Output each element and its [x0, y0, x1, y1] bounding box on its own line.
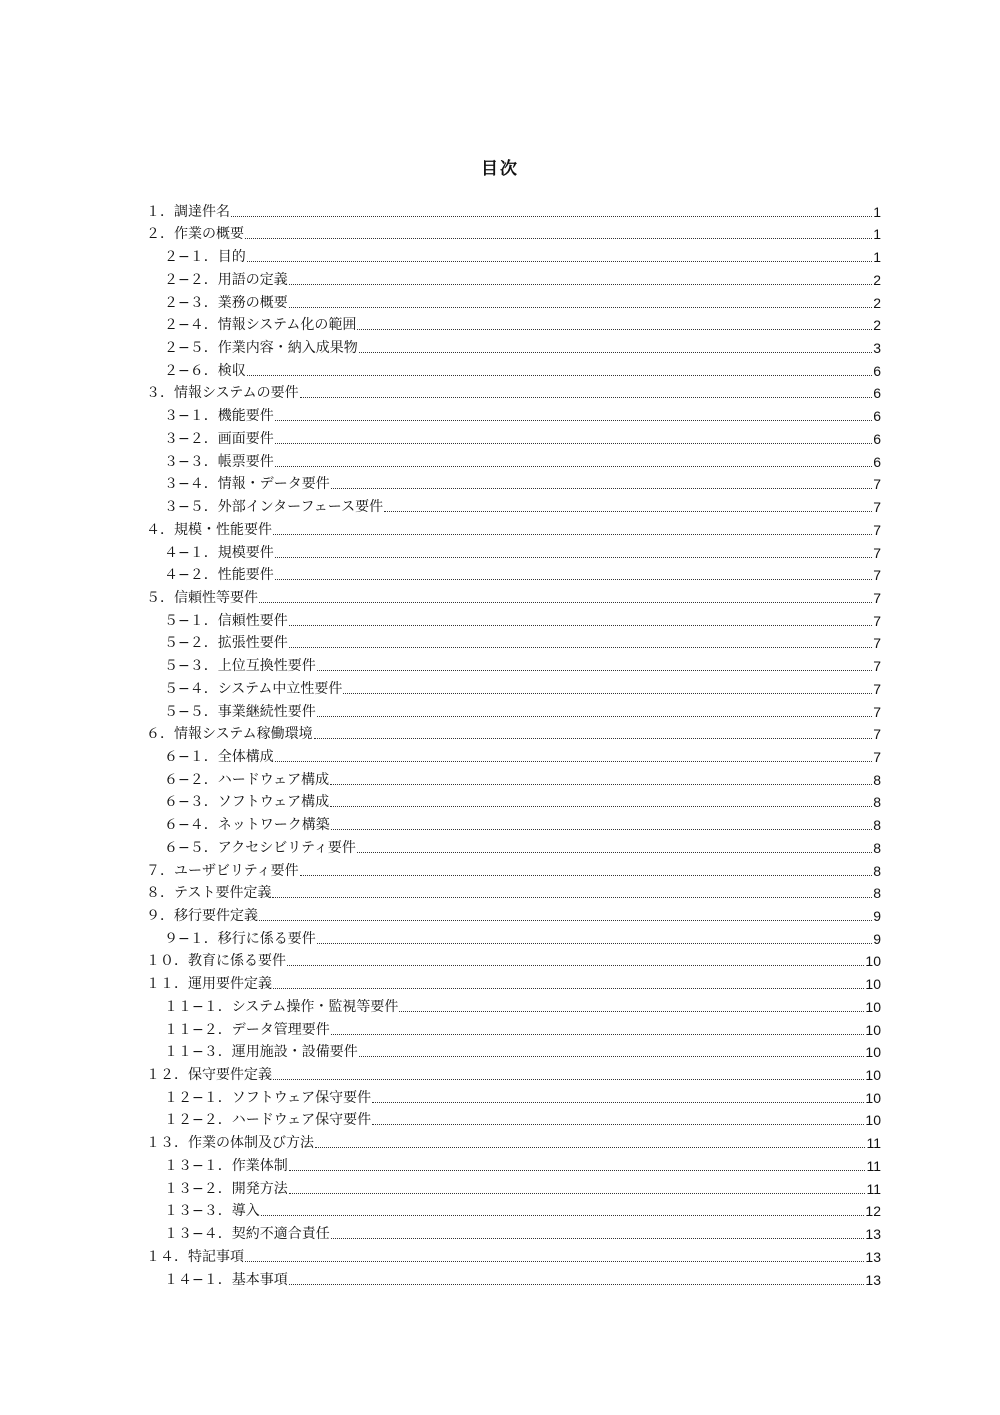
- toc-entry-label: １２．保守要件定義: [146, 1067, 272, 1084]
- toc-page-number: 9: [873, 908, 881, 924]
- toc-page-number: 10: [865, 1021, 881, 1038]
- toc-page-number: 6: [873, 362, 881, 379]
- toc-page-number: 8: [873, 771, 881, 788]
- toc-entry[interactable]: [146, 789, 881, 812]
- toc-entry-label: ８．テスト要件定義: [146, 885, 272, 902]
- toc-entry-label: ５−４．システム中立性要件: [164, 680, 343, 697]
- toc-entry-label: ６−４．ネットワーク構築: [164, 817, 330, 834]
- toc-leader-dots: [275, 566, 872, 584]
- toc-leader-dots: [314, 725, 873, 743]
- toc-entry-label: ２．作業の概要: [146, 226, 244, 243]
- toc-entry-label: ６−３．ソフトウェア構成: [164, 794, 330, 811]
- toc-leader-dots: [289, 294, 872, 312]
- toc-leader-dots: [359, 339, 872, 357]
- toc-entry[interactable]: [146, 1039, 881, 1062]
- toc-entry-label: １１．運用要件定義: [146, 976, 272, 993]
- toc-entry-label: ５−５．事業継続性要件: [164, 703, 316, 720]
- toc-page-number: 10: [865, 1044, 881, 1061]
- toc-page-number: 10: [865, 953, 881, 970]
- toc-entry[interactable]: [146, 266, 881, 289]
- toc-entry-label: ３−１．機能要件: [164, 408, 274, 425]
- toc-page-number: 2: [873, 271, 881, 288]
- toc-page-number: 13: [865, 1248, 881, 1265]
- toc-entry[interactable]: [146, 380, 881, 403]
- toc-entry-label: ２−３．業務の概要: [164, 294, 288, 311]
- toc-leader-dots: [275, 544, 872, 562]
- toc-leader-dots: [357, 316, 872, 334]
- toc-page-number: 8: [873, 817, 881, 834]
- toc-entry-label: ５−１．信頼性要件: [164, 612, 288, 629]
- toc-page-number: 6: [873, 453, 881, 470]
- toc-entry-label: ４−１．規模要件: [164, 544, 274, 561]
- toc-entry[interactable]: [146, 902, 881, 925]
- toc-entry-label: ４−２．性能要件: [164, 567, 274, 584]
- toc-entry-label: ２−１．目的: [164, 249, 246, 266]
- toc-entry-label: ５−３．上位互換性要件: [164, 658, 316, 675]
- toc-entry[interactable]: [146, 970, 881, 993]
- toc-page-number: 10: [865, 998, 881, 1015]
- toc-leader-dots: [289, 1271, 865, 1289]
- toc-entry[interactable]: [146, 198, 881, 221]
- toc-entry[interactable]: [146, 1084, 881, 1107]
- toc-page-number: 7: [873, 703, 881, 720]
- toc-entry-label: １２−１．ソフトウェア保守要件: [164, 1089, 372, 1106]
- toc-leader-dots: [247, 362, 872, 380]
- toc-page-number: 8: [873, 862, 881, 879]
- toc-page-number: 7: [873, 612, 881, 629]
- toc-entry-label: ９．移行要件定義: [146, 908, 258, 924]
- toc-page-number: 7: [873, 658, 881, 675]
- toc-page-number: 9: [873, 930, 881, 947]
- toc-entry-label: ６−５．アクセシビリティ要件: [164, 839, 356, 856]
- toc-entry[interactable]: [146, 289, 881, 312]
- toc-entry[interactable]: [146, 743, 881, 766]
- toc-entry-label: １１−２．データ管理要件: [164, 1021, 330, 1038]
- toc-leader-dots: [357, 839, 872, 857]
- toc-entry[interactable]: [146, 993, 881, 1016]
- toc-leader-dots: [289, 1180, 866, 1198]
- toc-entry[interactable]: [146, 1220, 881, 1243]
- toc-page-number: 8: [873, 839, 881, 856]
- toc-leader-dots: [317, 657, 872, 675]
- toc-entry-label: １４−１．基本事項: [164, 1271, 288, 1288]
- toc-leader-dots: [343, 680, 872, 698]
- toc-entry[interactable]: [146, 766, 881, 789]
- toc-leader-dots: [384, 498, 872, 516]
- toc-entry[interactable]: [146, 516, 881, 539]
- toc-entry[interactable]: [146, 562, 881, 585]
- toc-page-number: 7: [873, 589, 881, 606]
- toc-entry[interactable]: [146, 448, 881, 471]
- toc-page-number: 2: [873, 294, 881, 311]
- toc-leader-dots: [331, 1021, 865, 1039]
- toc-leader-dots: [300, 862, 873, 880]
- toc-leader-dots: [289, 612, 872, 630]
- toc-leader-dots: [261, 1202, 865, 1220]
- toc-page-number: 7: [873, 476, 881, 493]
- toc-page-number: 10: [865, 1067, 881, 1084]
- toc-entry[interactable]: [146, 1198, 881, 1221]
- toc-entry[interactable]: [146, 539, 881, 562]
- toc-entry-label: ３−２．画面要件: [164, 430, 274, 447]
- toc-entry-label: ２−６．検収: [164, 362, 246, 379]
- toc-entry[interactable]: [146, 1175, 881, 1198]
- toc-entry-label: ９−１．移行に係る要件: [164, 930, 316, 947]
- toc-leader-dots: [359, 1043, 865, 1061]
- toc-entry[interactable]: [146, 243, 881, 266]
- toc-leader-dots: [300, 384, 873, 402]
- toc-entry[interactable]: [146, 880, 881, 903]
- toc-entry[interactable]: [146, 1152, 881, 1175]
- toc-entry-label: １０．教育に係る要件: [146, 953, 286, 970]
- toc-entry-label: ２−５．作業内容・納入成果物: [164, 340, 358, 357]
- toc-entry-label: １２−２．ハードウェア保守要件: [164, 1112, 372, 1129]
- toc-leader-dots: [273, 521, 872, 539]
- toc-leader-dots: [287, 952, 864, 970]
- toc-entry[interactable]: [146, 652, 881, 675]
- toc-page-number: 3: [873, 340, 881, 357]
- toc-entry-label: １３．作業の体制及び方法: [146, 1135, 314, 1152]
- toc-page-number: 7: [873, 635, 881, 652]
- toc-entry[interactable]: [146, 925, 881, 948]
- toc-leader-dots: [315, 1134, 865, 1152]
- toc-page-number: 7: [873, 748, 881, 765]
- toc-page-number: 7: [873, 726, 881, 743]
- toc-entry[interactable]: [146, 584, 881, 607]
- toc-list: [146, 198, 881, 1289]
- toc-leader-dots: [289, 634, 872, 652]
- toc-entry[interactable]: [146, 471, 881, 494]
- toc-entry-label: ６−２．ハードウェア構成: [164, 771, 330, 788]
- toc-entry[interactable]: [146, 675, 881, 698]
- toc-entry-label: １３−３．導入: [164, 1203, 260, 1220]
- toc-leader-dots: [275, 453, 872, 471]
- toc-page-number: 13: [865, 1226, 881, 1243]
- toc-page-number: 6: [873, 430, 881, 447]
- toc-entry[interactable]: [146, 948, 881, 971]
- toc-leader-dots: [399, 998, 864, 1016]
- toc-leader-dots: [331, 816, 872, 834]
- toc-entry-label: １１−１．システム操作・監視等要件: [164, 998, 399, 1015]
- toc-leader-dots: [273, 975, 864, 993]
- toc-entry-label: ２−２．用語の定義: [164, 271, 288, 288]
- toc-page-number: 7: [873, 567, 881, 584]
- toc-page-number: 13: [865, 1271, 881, 1288]
- toc-page-number: 6: [873, 385, 881, 402]
- toc-page-number: 12: [865, 1203, 881, 1220]
- toc-entry[interactable]: [146, 425, 881, 448]
- toc-entry-label: ３．情報システムの要件: [146, 385, 299, 402]
- toc-entry-label: １４．特記事項: [146, 1248, 244, 1265]
- toc-page-number: 1: [873, 203, 881, 220]
- toc-page-number: 6: [873, 408, 881, 425]
- toc-entry-label: １３−４．契約不適合責任: [164, 1226, 330, 1243]
- toc-entry[interactable]: [146, 334, 881, 357]
- toc-page-number: 10: [865, 1089, 881, 1106]
- toc-leader-dots: [259, 589, 872, 607]
- toc-entry[interactable]: [146, 630, 881, 653]
- toc-entry-label: ４．規模・性能要件: [146, 521, 272, 538]
- toc-entry[interactable]: [146, 1266, 881, 1289]
- toc-leader-dots: [331, 475, 872, 493]
- toc-entry-label: １１−３．運用施設・設備要件: [164, 1044, 358, 1061]
- toc-entry-label: ６．情報システム稼働環境: [146, 726, 313, 743]
- toc-title: 目次: [481, 159, 519, 179]
- toc-page-number: 11: [866, 1180, 881, 1197]
- toc-page-number: 10: [865, 976, 881, 993]
- toc-entry-label: ３−４．情報・データ要件: [164, 476, 330, 493]
- toc-page-number: 8: [873, 885, 881, 902]
- toc-leader-dots: [289, 1157, 866, 1175]
- toc-leader-dots: [275, 430, 872, 448]
- toc-leader-dots: [289, 271, 872, 289]
- toc-entry-label: ３−５．外部インターフェース要件: [164, 499, 384, 516]
- toc-leader-dots: [272, 884, 872, 902]
- toc-entry-label: １．調達件名: [146, 203, 230, 220]
- toc-entry-label: ２−４．情報システム化の範囲: [164, 317, 357, 334]
- toc-entry[interactable]: [146, 312, 881, 335]
- toc-leader-dots: [372, 1089, 864, 1107]
- toc-entry[interactable]: [146, 1129, 881, 1152]
- toc-entry[interactable]: [146, 1016, 881, 1039]
- toc-page-number: 7: [873, 680, 881, 697]
- toc-page-number: 1: [873, 249, 881, 266]
- toc-entry[interactable]: [146, 1243, 881, 1266]
- toc-leader-dots: [317, 703, 872, 721]
- toc-page-number: 7: [873, 544, 881, 561]
- toc-entry-label: ６−１．全体構成: [164, 748, 274, 765]
- toc-leader-dots: [331, 1225, 865, 1243]
- toc-entry[interactable]: [146, 357, 881, 380]
- toc-entry[interactable]: [146, 493, 881, 516]
- toc-entry[interactable]: [146, 1107, 881, 1130]
- toc-page-number: 8: [873, 794, 881, 811]
- toc-leader-dots: [247, 248, 872, 266]
- toc-leader-dots: [273, 1066, 864, 1084]
- toc-page-number: 7: [873, 499, 881, 516]
- toc-leader-dots: [259, 907, 872, 925]
- toc-entry-label: ５．信頼性等要件: [146, 589, 258, 606]
- toc-entry-label: ３−３．帳票要件: [164, 453, 274, 470]
- toc-page-number: 7: [873, 521, 881, 538]
- toc-leader-dots: [275, 407, 872, 425]
- toc-entry[interactable]: [146, 607, 881, 630]
- toc-entry[interactable]: [146, 721, 881, 744]
- toc-entry[interactable]: [146, 221, 881, 244]
- toc-entry[interactable]: [146, 834, 881, 857]
- toc-entry-label: ７．ユーザビリティ要件: [146, 862, 299, 879]
- toc-entry-label: １３−１．作業体制: [164, 1157, 288, 1174]
- toc-leader-dots: [372, 1111, 864, 1129]
- toc-leader-dots: [330, 793, 872, 811]
- toc-leader-dots: [245, 1248, 864, 1266]
- toc-entry[interactable]: [146, 698, 881, 721]
- toc-entry-label: １３−２．開発方法: [164, 1180, 288, 1197]
- toc-page-number: 11: [866, 1135, 881, 1152]
- toc-page-number: 2: [873, 317, 881, 334]
- toc-leader-dots: [245, 225, 872, 243]
- toc-page-number: 11: [866, 1157, 881, 1174]
- toc-entry[interactable]: [146, 811, 881, 834]
- toc-entry-label: ５−２．拡張性要件: [164, 635, 288, 652]
- toc-entry[interactable]: [146, 857, 881, 880]
- toc-page-number: 10: [865, 1112, 881, 1129]
- toc-leader-dots: [317, 930, 872, 948]
- toc-leader-dots: [330, 771, 872, 789]
- toc-page-number: 1: [873, 226, 881, 243]
- toc-leader-dots: [231, 203, 872, 221]
- toc-entry[interactable]: [146, 1061, 881, 1084]
- toc-leader-dots: [275, 748, 872, 766]
- toc-entry[interactable]: [146, 402, 881, 425]
